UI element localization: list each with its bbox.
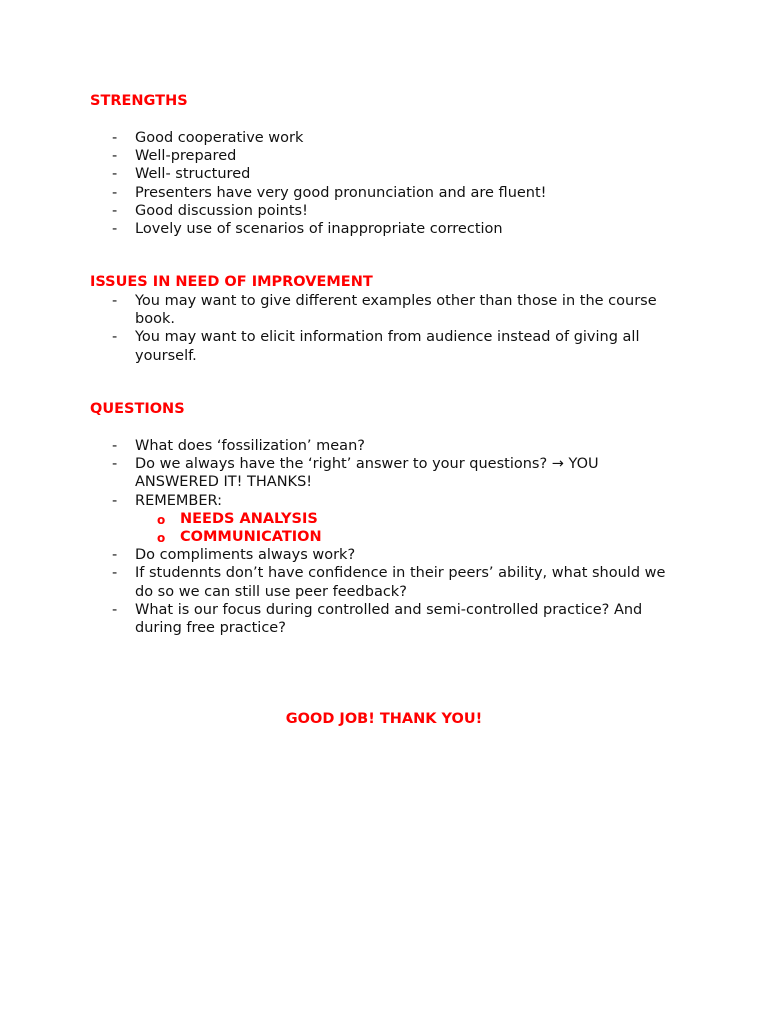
questions-heading: QUESTIONS	[90, 401, 185, 417]
list-item	[0, 147, 680, 165]
remember-text: COMMUNICATION	[180, 529, 322, 546]
dash-bullet: -	[112, 456, 118, 473]
remember-text: NEEDS ANALYSIS	[180, 510, 318, 527]
question-text: What is our focus during controlled and semi-controlled practice? And during free practice?	[135, 601, 643, 637]
strength-text: Good cooperative work	[135, 130, 304, 146]
question-text: Do we always have the ‘right’ answer to your questions? → YOU ANSWERED IT! THANKS!	[135, 456, 599, 491]
strengths-heading: STRENGTHS	[90, 93, 188, 109]
issues-heading: ISSUES IN NEED OF IMPROVEMENT	[90, 274, 373, 290]
list-item	[0, 564, 680, 600]
list-item	[0, 202, 680, 220]
question-text: What does ‘fossilization’ mean?	[135, 438, 365, 454]
list-item	[0, 601, 680, 637]
issue-text: You may want to give different examples other than those in the course book.	[135, 293, 657, 328]
list-item	[0, 165, 680, 183]
dash-bullet: -	[112, 492, 118, 509]
strengths-list	[0, 129, 680, 238]
issue-text: You may want to elicit information from audience instead of giving all yourself.	[135, 329, 640, 364]
dash-bullet: -	[112, 329, 118, 346]
dash-bullet: -	[112, 184, 118, 201]
issues-list	[0, 292, 680, 365]
dash-bullet: -	[112, 565, 118, 582]
list-item	[0, 220, 680, 238]
circle-bullet: o	[157, 531, 166, 546]
dash-bullet: -	[112, 166, 118, 183]
dash-bullet: -	[112, 148, 118, 165]
sub-list-item	[135, 528, 680, 546]
questions-list	[0, 437, 680, 637]
remember-sublist	[135, 510, 680, 546]
dash-bullet: -	[112, 221, 118, 238]
list-item	[0, 292, 680, 328]
sub-list-item	[135, 510, 680, 528]
question-text: Do compliments always work?	[135, 547, 356, 564]
dash-bullet: -	[112, 130, 118, 146]
closing-message: GOOD JOB! THANK YOU!	[285, 711, 483, 727]
dash-bullet: -	[112, 438, 118, 454]
list-item	[0, 492, 680, 547]
circle-bullet: o	[157, 512, 166, 527]
list-item	[0, 129, 680, 147]
strength-text: Well- structured	[135, 166, 251, 183]
strength-text: Presenters have very good pronunciation and are fluent!	[135, 184, 547, 201]
question-text: If studennts don’t have confidence in their peers’ ability, what should we do so we can still use peer feedback?	[135, 565, 666, 600]
list-item	[0, 455, 680, 491]
list-item	[0, 437, 680, 455]
question-text: REMEMBER:	[135, 492, 223, 509]
strength-text: Good discussion points!	[135, 202, 308, 219]
strength-text: Lovely use of scenarios of inappropriate correction	[135, 221, 503, 238]
dash-bullet: -	[112, 547, 118, 564]
strength-text: Well-prepared	[135, 148, 237, 165]
list-item	[0, 328, 680, 364]
list-item	[0, 546, 680, 564]
list-item	[0, 184, 680, 202]
dash-bullet: -	[112, 202, 118, 219]
dash-bullet: -	[112, 293, 118, 309]
dash-bullet: -	[112, 601, 118, 618]
